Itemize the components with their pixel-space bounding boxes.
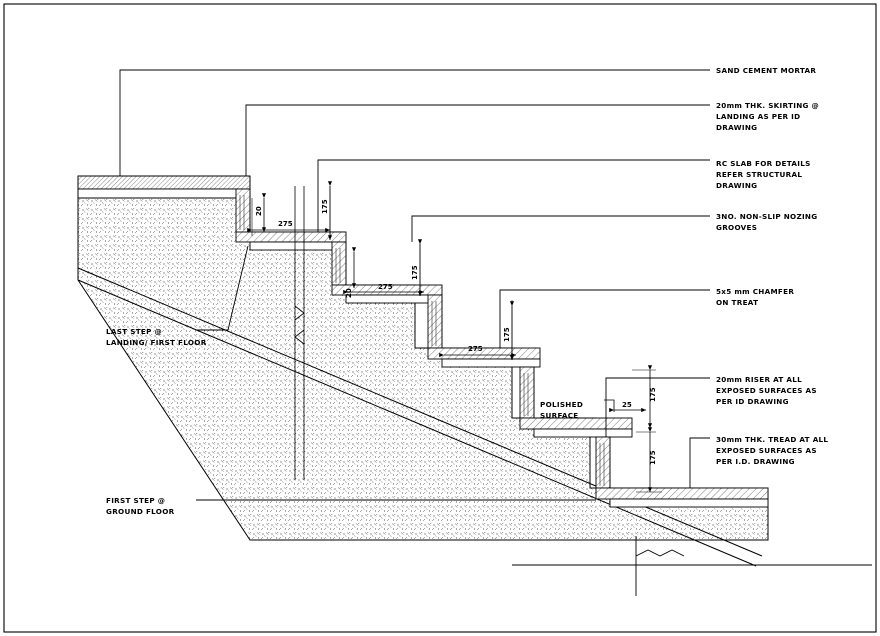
ground-line	[512, 536, 872, 596]
annotations-inner	[540, 400, 586, 420]
dim-175-3: 175	[503, 327, 511, 342]
dim-20-1: 20	[255, 206, 263, 216]
annotation-first-step: FIRST STEP @ GROUND FLOOR	[106, 496, 175, 516]
annotation-last-step: LAST STEP @ LANDING/ FIRST FLOOR	[106, 327, 207, 347]
dim-25: 25	[622, 401, 632, 409]
annotation-tread: 30mm THK. TREAD AT ALL EXPOSED SURFACES AS PER I.D. DRAWING	[716, 435, 829, 466]
annotation-chamfer: 5x5 mm CHAMFER ON TREAT	[716, 287, 795, 307]
annotations-right	[716, 66, 831, 466]
annotation-skirting: 20mm THK. SKIRTING @ LANDING AS PER ID DRAWING	[716, 101, 820, 132]
dim-275-2: 275	[378, 283, 393, 291]
dim-175-5: 175	[649, 450, 657, 465]
dim-20-2: 20	[345, 288, 353, 298]
dim-175-4: 175	[649, 387, 657, 402]
step-tread-3	[428, 295, 540, 367]
annotation-rc-slab: RC SLAB FOR DETAILS REFER STRUCTURAL DRAWING	[716, 159, 811, 190]
annotation-polished-surface: POLISHED SURFACE	[540, 400, 584, 420]
dim-175-1: 175	[321, 199, 329, 214]
dim-275-3: 275	[468, 345, 483, 353]
annotation-nosing-grooves: 3NO. NON-SLIP NOZING GROOVES	[716, 212, 818, 232]
landing-slab	[78, 176, 250, 198]
dim-175-2: 175	[411, 265, 419, 280]
annotation-riser: 20mm RISER AT ALL EXPOSED SURFACES AS PER ID DRAWING	[716, 375, 817, 406]
annotation-sand-cement-mortar: SAND CEMENT MORTAR	[716, 66, 817, 75]
dim-275-1: 275	[278, 220, 293, 228]
